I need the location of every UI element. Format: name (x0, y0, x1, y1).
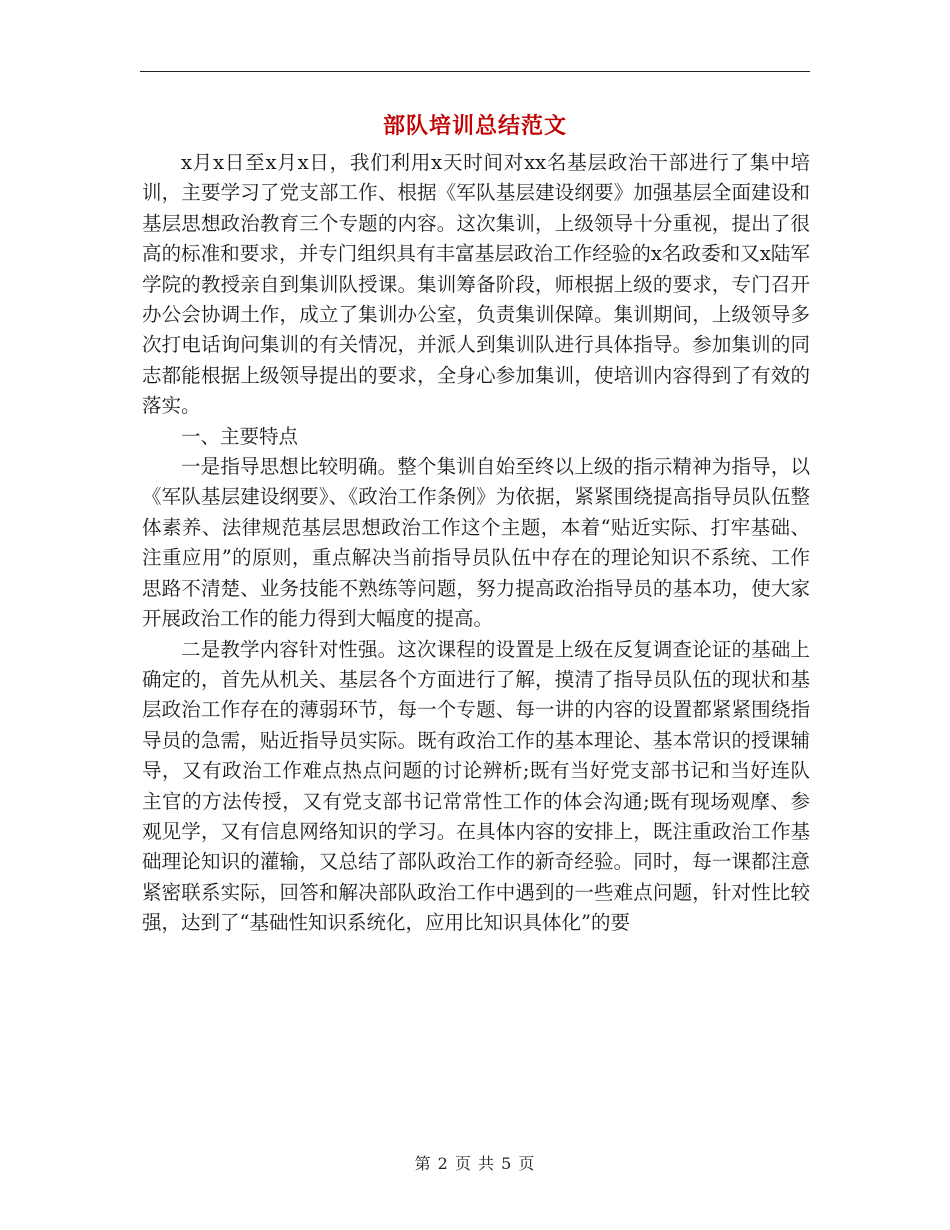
paragraph-point-one: 一是指导思想比较明确。整个集训自始至终以上级的指示精神为指导，以《军队基层建设纲要》、《政治工作条例》为依据，紧紧围绕提高指导员队伍整体素养、法律规范基层思想政治工作这个主题，本着“贴近实际、打牢基础、注重应用”的原则，重点解决当前指导员队伍中存在的理论知识不系统、工作思路不清楚、业务技能不熟练等问题，努力提高政治指导员的基本功，使大家开展政治工作的能力得到大幅度的提高。 (142, 455, 810, 631)
document-body (142, 148, 810, 939)
section-heading: 一、主要特点 (181, 424, 299, 448)
paragraph-point-two: 二是教学内容针对性强。这次课程的设置是上级在反复调查论证的基础上确定的，首先从机关、基层各个方面进行了解，摸清了指导员队伍的现状和基层政治工作存在的薄弱环节，每一个专题、每一讲的内容的设置都紧紧围绕指导员的急需，贴近指导员实际。既有政治工作的基本理论、基本常识的授课辅导，又有政治工作难点热点问题的讨论辨析;既有当好党支部书记和当好连队主官的方法传授，又有党支部书记常常性工作的体会沟通;既有现场观摩、参观见学，又有信息网络知识的学习。在具体内容的安排上，既注重政治工作基础理论知识的灌输，又总结了部队政治工作的新奇经验。同时，每一课都注意紧密联系实际，回答和解决部队政治工作中遇到的一些难点问题，针对性比较强，达到了“基础性知识系统化，应用比知识具体化”的要 (142, 637, 810, 935)
paragraph-intro: x月x日至x月x日，我们利用x天时间对xx名基层政治干部进行了集中培训，主要学习了党支部工作、根据《军队基层建设纲要》加强基层全面建设和基层思想政治教育三个专题的内容。这次集训，上级领导十分重视，提出了很高的标准和要求，并专门组织具有丰富基层政治工作经验的x名政委和又x陆军学院的教授亲自到集训队授课。集训筹备阶段，师根据上级的要求，专门召开办公会协调土作，成立了集训办公室，负责集训保障。集训期间，上级领导多次打电话询问集训的有关情况，并派人到集训队进行具体指导。参加集训的同志都能根据上级领导提出的要求，全身心参加集训，使培训内容得到了有效的落实。 (142, 151, 810, 418)
page-number: 第 2 页 共 5 页 (414, 1154, 536, 1173)
document-title: 部队培训总结范文 (382, 113, 567, 139)
header-rule (140, 71, 810, 72)
